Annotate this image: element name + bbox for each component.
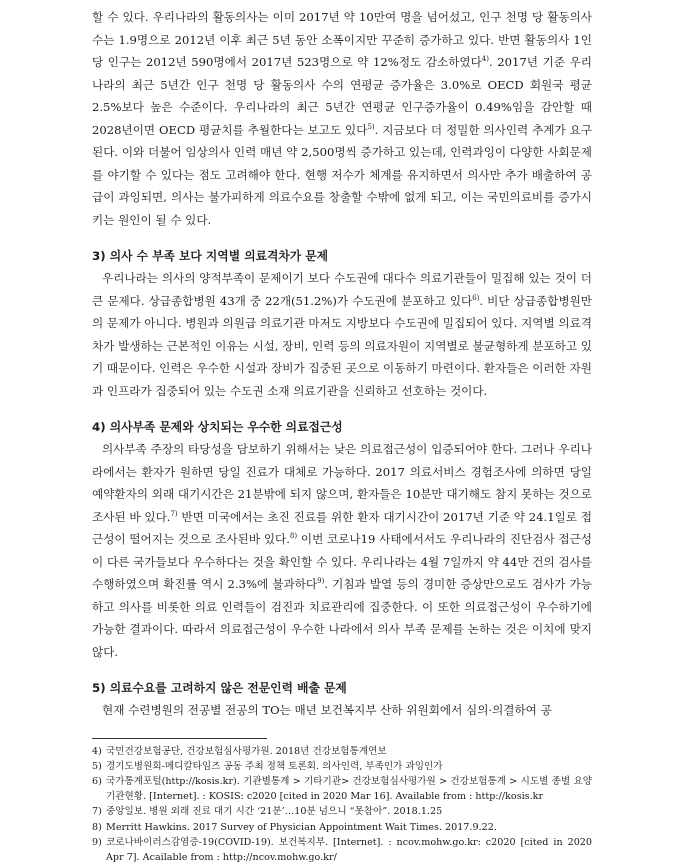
footnote-ref-7: 7): [170, 510, 177, 518]
paragraph-access: 의사부족 주장의 타당성을 담보하기 위해서는 낮은 의료접근성이 입증되어야 한다. 그러나 우리나라에서는 환자가 원하면 당일 진료가 대체로 가능하다. 2017 의료서비스 경험조사에 의하면 당일 예약환자의 외래 대기시간은 21분밖에 되지 않으며, 환자들은 10분만 대기해도 참지 못하는 것으로 조사된 바 있다.$^{7)}$ 반면 미국에서는 초진 진료를 위한 환자 대기시간이 2017년 기준 약 24.1일로 접근성이 떨어지는 것으로 조사된바 있다.$^{8)}$ 이번 코로나19 사태에서서도 우리나라의 진단검사 접근성이 다른 국가들보다 우수하다는 것을 확인할 수 있다. 우리나라는 4월 7일까지 약 44만 건의 검사를 수행하였으며 확진률 역시 2.3%에 불과하다$^{9)}$. 기침과 발열 등의 경미한 증상만으로도 검사가 가능하고 의사를 비롯한 의료 인력들이 검진과 치료관리에 집중한다. 이 또한 의료접근성이 우수하기에 가능한 결과이다. 따라서 의료접근성이 우수한 나라에서 의사 부족 문제를 논하는 것은 이치에 맞지 않다.: [92, 438, 592, 663]
footnote-ref-9: 9): [317, 577, 324, 585]
footnote-ref-5: 5): [367, 123, 374, 131]
footnotes: [92, 744, 592, 865]
footnote-5: 5) 경기도병원회-메디칼타임즈 공동 주최 정책 토론회. 의사인력, 부족인가 과잉인가: [92, 759, 592, 774]
paragraph-regional-gap: 우리나라는 의사의 양적부족이 문제이기 보다 수도권에 대다수 의료기관들이 밀집해 있는 것이 더 큰 문제다. 상급종합병원 43개 중 22개(51.2%)가 수도권에 분포하고 있다$^{6)}$. 비단 상급종합병원만의 문제가 아니다. 병원과 의원급 의료기관 마저도 지방보다 수도권에 밀집되어 있다. 지역별 의료격차가 발생하는 근본적인 이유는 시설, 장비, 인력 등의 의료자원이 지역별로 불균형하게 분포하고 있기 때문이다. 인력은 우수한 시설과 장비가 집중된 곳으로 이동하기 마련이다. 환자들은 이러한 자원과 인프라가 집중되어 있는 수도권 소재 의료기관을 신뢰하고 선호하는 것이다.: [92, 267, 592, 402]
paragraph-training: 현재 수련병원의 전공별 전공의 TO는 매년 보건복지부 산하 위원회에서 심의·의결하여 공: [92, 699, 592, 722]
section-heading-3: 3) 의사 수 부족 보다 지역별 의료격차가 문제: [92, 245, 592, 267]
footnote-ref-8: 8): [290, 532, 297, 540]
footnote-9: 9) 코로나바이러스감염증-19(COVID-19). 보건복지부. [Internet]. : ncov.mohw.go.kr: c2020 [cited in 2020 Apr 7]. Acailable from : http://ncov.mohw.go.kr/: [92, 835, 592, 865]
footnote-7: 7) 중앙일보. 병원 외래 진료 대기 시간 ‘21분’…10분 넘으니 “못참아”. 2018.1.25: [92, 804, 592, 819]
footnote-6: 6) 국가통계포털(http://kosis.kr). 기관별통계 > 기타기관> 건강보험심사평가원 > 건강보험통계 > 시도별 종별 요양기관현황. [Internet]. : KOSIS: c2020 [cited in 2020 Mar 16]. Available from : http://kosis.kr: [92, 774, 592, 804]
section-heading-5: 5) 의료수요를 고려하지 않은 전문인력 배출 문제: [92, 677, 592, 699]
footnote-ref-6: 6): [472, 294, 479, 302]
footnote-ref-4: 4): [482, 55, 489, 63]
footnote-divider: [92, 738, 267, 739]
footnote-4: 4) 국민건강보험공단, 건강보험심사평가원. 2018년 건강보험통계연보: [92, 744, 592, 759]
footnote-8: 8) Merritt Hawkins. 2017 Survey of Physician Appointment Wait Times. 2017.9.22.: [92, 820, 592, 835]
section-heading-4: 4) 의사부족 문제와 상치되는 우수한 의료접근성: [92, 416, 592, 438]
document-page: [92, 6, 592, 865]
paragraph-physician-supply: 할 수 있다. 우리나라의 활동의사는 이미 2017년 약 10만여 명을 넘어섰고, 인구 천명 당 활동의사 수는 1.9명으로 2012년 이후 최근 5년 동안 소폭이지만 꾸준히 증가하고 있다. 반면 활동의사 1인당 인구는 2012년 590명에서 2017년 523명으로 약 12%정도 감소하였다$^{4)}$. 2017년 기준 우리나라의 최근 5년간 인구 천명 당 활동의사 수의 연평균 증가율은 3.0%로 OECD 회원국 평균 2.5%보다 높은 수준이다. 우리나라의 최근 5년간 연평균 인구증가율이 0.49%임을 감안할 때 2028년이면 OECD 평균치를 추월한다는 보고도 있다$^{5)}$. 지금보다 더 정밀한 의사인력 추계가 요구된다. 이와 더불어 임상의사 인력 매년 약 2,500명씩 증가하고 있는데, 인력과잉이 다양한 사회문제를 야기할 수 있다는 점도 고려해야 한다. 현행 저수가 체계를 유지하면서 의사만 추가 배출하여 공급이 과잉되면, 의사는 불가피하게 의료수요를 창출할 수밖에 없게 되고, 이는 국민의료비를 증가시키는 원인이 될 수 있다.: [92, 6, 592, 231]
